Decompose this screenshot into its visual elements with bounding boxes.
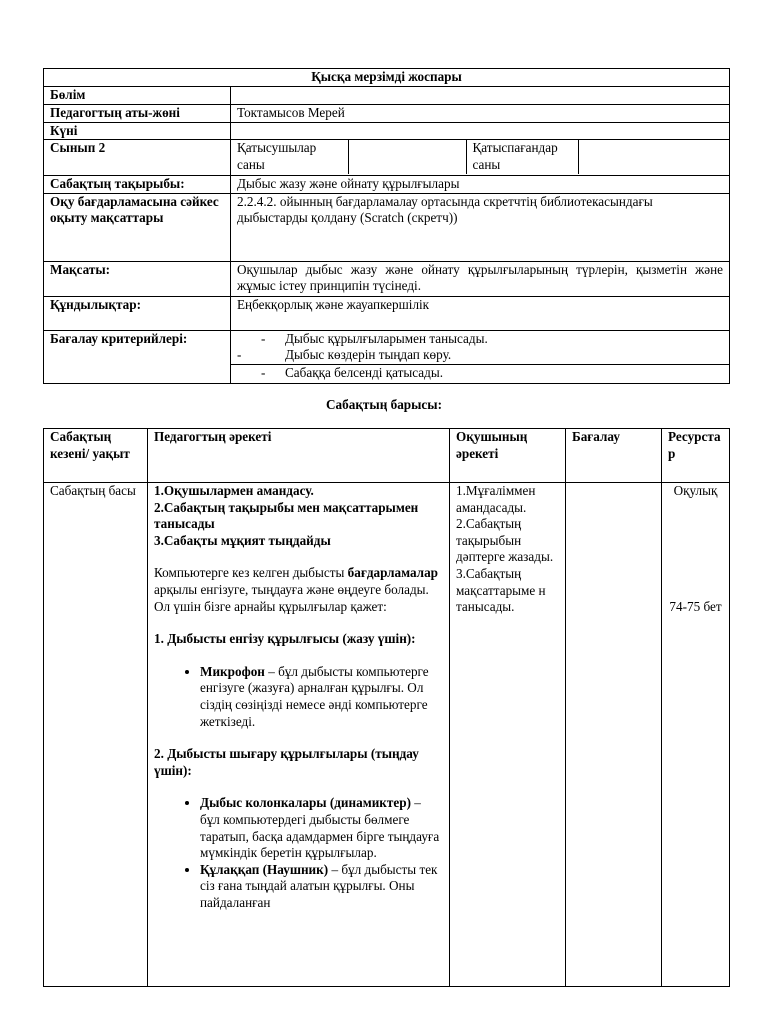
class-label: Сынып 2 (44, 140, 231, 176)
output-heading: 2. Дыбысты шығару құрылғылары (тыңдау үшін): (154, 746, 419, 778)
date-label: Күні (44, 122, 231, 140)
objectives-label: Оқу бағдарламасына сәйкес оқыту мақсаттары (44, 193, 231, 261)
speakers-desc: – бұл компьютердегі дыбысты бөлмеге таратып, басқа адамдармен бірге тыңдауға мүмкіндік беретін құрылғылар. (200, 795, 440, 861)
teacher-value: Токтамысов Мерей (231, 104, 730, 122)
intro-bold: бағдарламалар (347, 565, 439, 581)
list-item (200, 664, 443, 730)
header-stage: Сабақтың кезені/ уақыт (44, 429, 148, 483)
mic-desc: – бұл дыбысты компьютерге енгізуге (жазуға) арналған құрылғы. Ол сіздің сөзіңізді немесе әнді компьютерге жеткізеді. (200, 663, 429, 729)
headphones-desc: – бұл дыбысты тек сіз ғана тыңдай алатын құрылғы. Оны пайдаланған (200, 861, 438, 910)
teacher-actions-cell (148, 483, 450, 987)
intro-post: арқылы енгізуге, тыңдауға және өңдеуге болады. Ол үшін бізге арнайы құрылғылар қажет: (154, 581, 429, 614)
goal-label: Мақсаты: (44, 261, 231, 296)
student-action: 3.Сабақтың мақсаттарыме н танысады. (456, 565, 546, 615)
present-value (348, 140, 466, 174)
attendance-cell (231, 140, 730, 176)
criteria-list (231, 331, 729, 382)
absent-label: Қатыспағандар саны (466, 140, 578, 174)
present-label: Қатысушылар саны (231, 140, 348, 174)
section-value (231, 87, 730, 105)
student-actions-cell (450, 483, 566, 987)
goal-value: Оқушылар дыбыс жазу және ойнату құрылғыларының түрлерін, қызметін және жұмыс істеу принципін түсінеді. (231, 261, 730, 296)
values-label: Құндылықтар: (44, 296, 231, 330)
student-action: 1.Мұғаліммен амандасады. (456, 483, 536, 515)
topic-value: Дыбыс жазу және ойнату құрылғылары (231, 176, 730, 194)
resources-cell (662, 483, 730, 987)
header-assessment: Бағалау (566, 429, 662, 483)
teacher-step: 3.Сабақты мұқият тыңдайды (154, 532, 331, 548)
header-teacher: Педагогтың әрекеті (148, 429, 450, 483)
input-devices-list (154, 664, 443, 730)
list-item (200, 795, 443, 861)
section-label: Бөлім (44, 87, 231, 105)
criteria-item: - Дыбыс құрылғыларымен танысады. (255, 331, 729, 348)
header-student: Оқушының әрекеті (450, 429, 566, 483)
lesson-flow-table (43, 428, 730, 987)
speakers-term: Дыбыс колонкалары (динамиктер) (200, 795, 411, 811)
input-heading: 1. Дыбысты енгізу құрылғысы (жазу үшін): (154, 631, 416, 647)
values-value: Еңбекқорлық және жауапкершілік (231, 296, 730, 330)
header-resources: Ресурстар (662, 429, 730, 483)
intro-paragraph (154, 565, 443, 615)
teacher-step: 2.Сабақтың тақырыбы мен мақсаттарымен танысады (154, 499, 419, 532)
absent-value (578, 140, 729, 174)
teacher-step: 1.Оқушылармен амандасу. (154, 483, 314, 498)
stage-cell: Сабақтың басы (44, 483, 148, 987)
mic-term: Микрофон (200, 663, 265, 679)
short-term-plan-table (43, 68, 730, 384)
resource-textbook: Оқулық (673, 483, 718, 498)
lesson-subtitle: Сабақтың барысы: (326, 397, 442, 412)
assessment-cell (566, 483, 662, 987)
objectives-value: 2.2.4.2. ойынның бағдарламалау ортасында скретчтің библиотекасындағы дыбыстарды қолдану (Scratch (скретч)) (231, 193, 730, 261)
criteria-label: Бағалау критерийлері: (44, 330, 231, 383)
intro-pre: Компьютерге кез келген дыбысты (154, 565, 348, 581)
resource-pages: 74-75 бет (669, 598, 722, 614)
teacher-label: Педагогтың аты-жөні (44, 104, 231, 122)
topic-label: Сабақтың тақырыбы: (44, 176, 231, 194)
plan-title: Қысқа мерзімді жоспары (44, 69, 730, 87)
student-action: 2.Сабақтың тақырыбын дәптерге жазады. (456, 516, 554, 565)
criteria-item: - Сабаққа белсенді қатысады. (255, 365, 729, 382)
attendance-table (231, 140, 729, 174)
date-value (231, 122, 730, 140)
output-devices-list (154, 795, 443, 911)
criteria-cell (231, 330, 730, 383)
criteria-item: - Дыбыс көздерін тыңдап көру. (231, 347, 729, 365)
list-item (200, 862, 443, 912)
headphones-term: Құлаққап (Наушник) (200, 861, 329, 877)
